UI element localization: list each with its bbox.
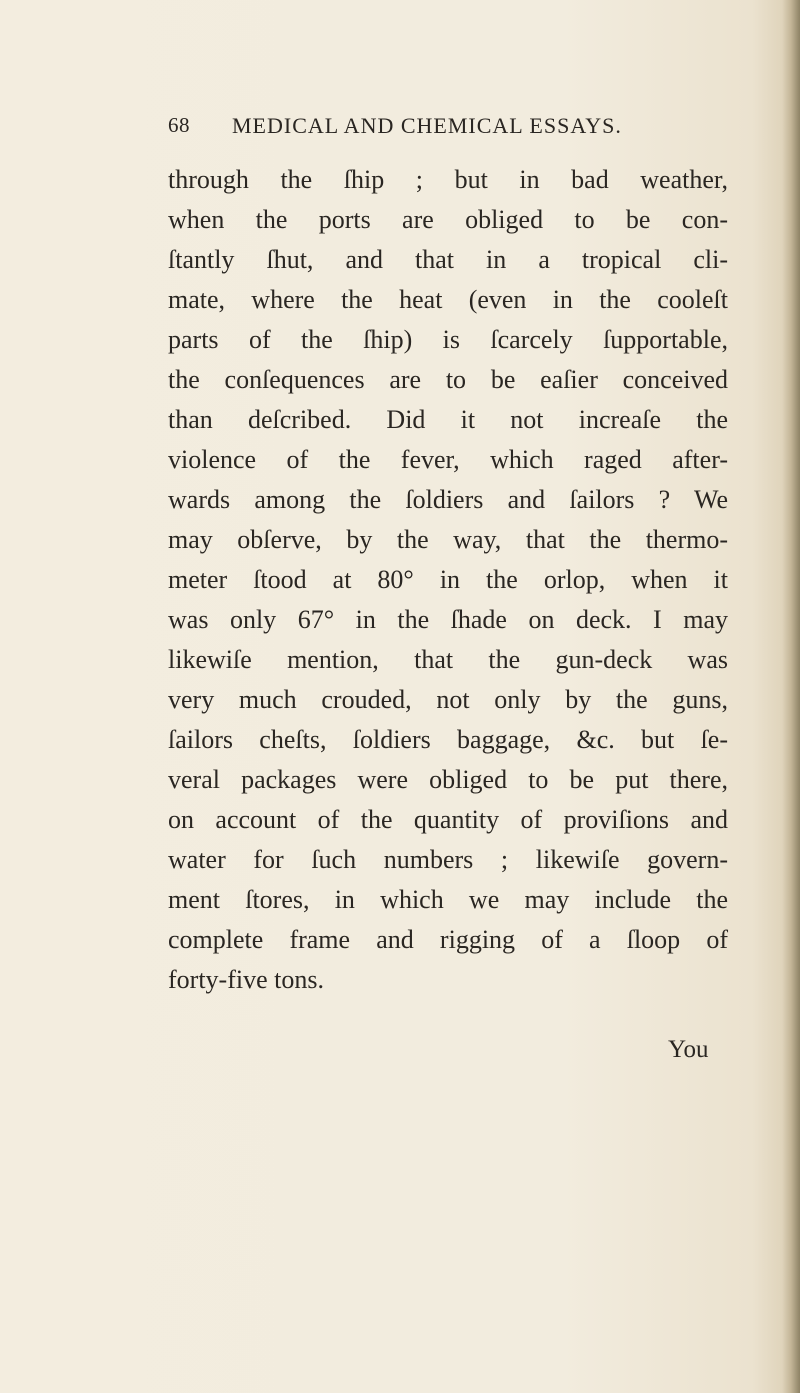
text-line: water for ſuch numbers ; likewiſe govern-	[168, 845, 728, 874]
text-line: likewiſe mention, that the gun-deck was	[168, 645, 728, 674]
page-header	[168, 113, 728, 153]
text-line: very much crouded, not only by the guns,	[168, 685, 728, 714]
text-line: may obſerve, by the way, that the thermo-	[168, 525, 728, 554]
running-title: MEDICAL AND CHEMICAL ESSAYS.	[232, 113, 622, 138]
text-line: complete frame and rigging of a ſloop of	[168, 925, 728, 954]
text-line: than deſcribed. Did it not increaſe the	[168, 405, 728, 434]
text-line: was only 67° in the ſhade on deck. I may	[168, 605, 728, 634]
text-line: violence of the fever, which raged after-	[168, 445, 728, 474]
text-line: mate, where the heat (even in the cooleſt	[168, 285, 728, 314]
text-line: meter ſtood at 80° in the orlop, when it	[168, 565, 728, 594]
text-line: the conſequences are to be eaſier conceived	[168, 365, 728, 394]
text-line: ment ſtores, in which we may include the	[168, 885, 728, 914]
page-number: 68	[168, 113, 190, 137]
text-line: on account of the quantity of proviſions and	[168, 805, 728, 834]
text-line: when the ports are obliged to be con-	[168, 205, 728, 234]
text-line: wards among the ſoldiers and ſailors ? We	[168, 485, 728, 514]
text-line: forty-five tons.	[168, 965, 324, 994]
text-line: ſtantly ſhut, and that in a tropical cli-	[168, 245, 728, 274]
page-edge-shadow	[782, 0, 800, 1393]
text-line: through the ſhip ; but in bad weather,	[168, 165, 728, 194]
catchword: You	[668, 1036, 709, 1063]
body-text	[168, 160, 728, 1000]
text-line: veral packages were obliged to be put there,	[168, 765, 728, 794]
text-line: ſailors cheſts, ſoldiers baggage, &c. but ſe-	[168, 725, 728, 754]
text-line: parts of the ſhip) is ſcarcely ſupportable,	[168, 325, 728, 354]
